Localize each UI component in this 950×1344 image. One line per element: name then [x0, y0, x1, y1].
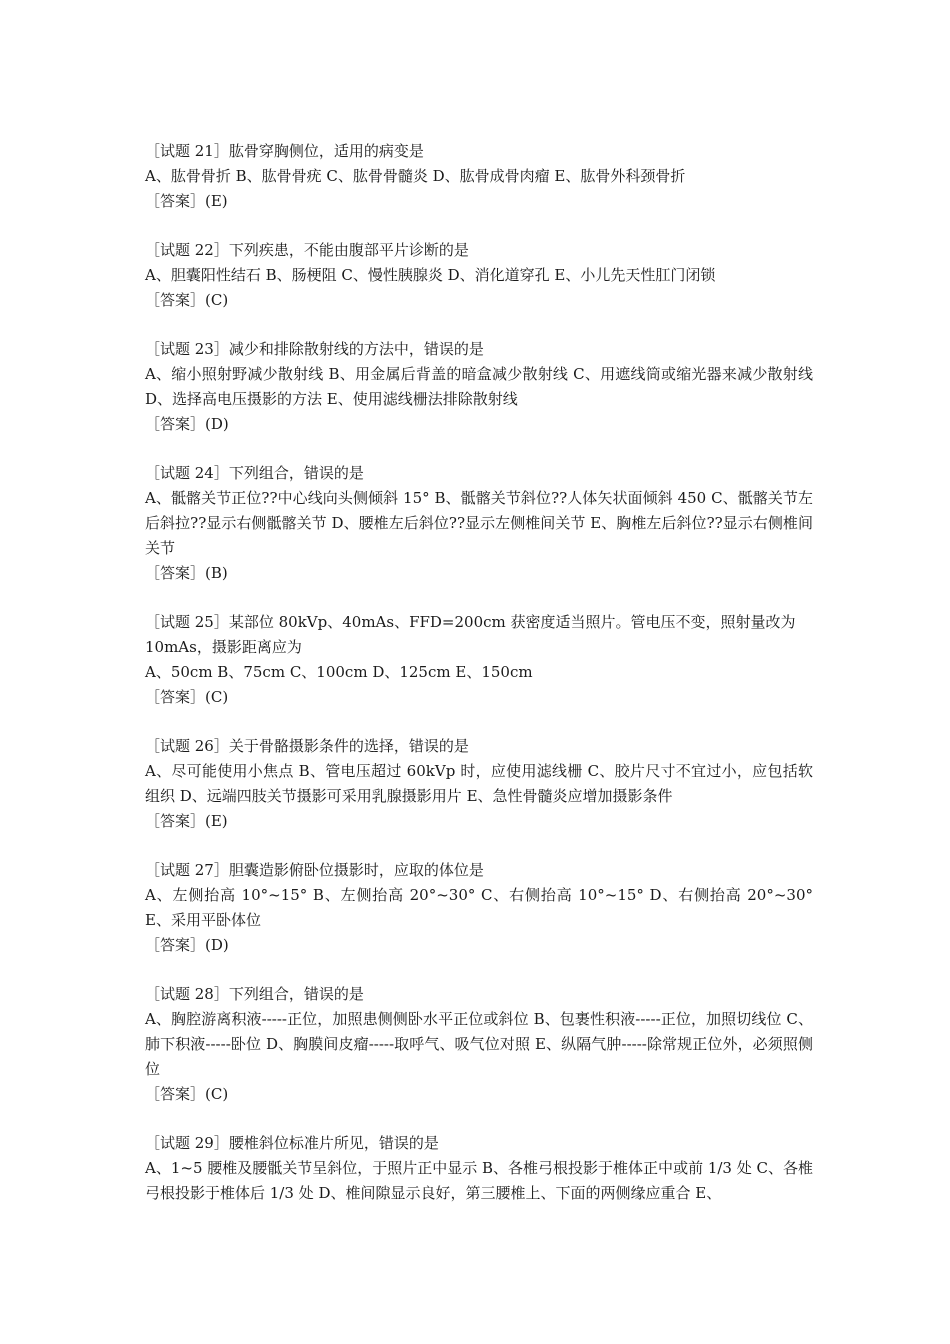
question-title: ［试题 27］胆囊造影俯卧位摄影时，应取的体位是	[145, 861, 484, 879]
question-title: ［试题 24］下列组合，错误的是	[145, 464, 364, 482]
question-options: A、1~5 腰椎及腰骶关节呈斜位，于照片正中显示 B、各椎弓根投影于椎体正中或前 1/3 处 C、各椎弓根投影于椎体后 1/3 处 D、椎间隙显示良好，第三腰椎上、下面的两侧缘应重合 E、	[145, 1159, 813, 1202]
question-answer: ［答案］(D)	[145, 936, 229, 954]
question-options: A、50cm B、75cm C、100cm D、125cm E、150cm	[145, 663, 533, 681]
question-options: A、胸腔游离积液-----正位，加照患侧侧卧水平正位或斜位 B、包裹性积液-----正位，加照切线位 C、肺下积液-----卧位 D、胸膜间皮瘤-----取呼气、吸气位对照 E、纵隔气肿-----除常规正位外，必须照侧位	[145, 1010, 813, 1078]
question-answer: ［答案］(C)	[145, 291, 229, 309]
question-options: A、尽可能使用小焦点 B、管电压超过 60kVp 时，应使用滤线栅 C、胶片尺寸不宜过小，应包括软组织 D、远端四肢关节摄影可采用乳腺摄影用片 E、急性骨髓炎应增加摄影条件	[145, 762, 813, 805]
question-answer: ［答案］(E)	[145, 812, 228, 830]
question-options: A、左侧抬高 10°~15° B、左侧抬高 20°~30° C、右侧抬高 10°~15° D、右侧抬高 20°~30° E、采用平卧体位	[145, 886, 813, 929]
question-options: A、骶髂关节正位??中心线向头侧倾斜 15° B、骶髂关节斜位??人体矢状面倾斜 450 C、骶髂关节左后斜拉??显示右侧骶髂关节 D、腰椎左后斜位??显示左侧椎间关节 E、胸椎左后斜位??显示右侧椎间关节	[145, 489, 813, 557]
question-answer: ［答案］(C)	[145, 1085, 229, 1103]
question-title: ［试题 25］某部位 80kVp、40mAs、FFD=200cm 获密度适当照片。管电压不变，照射量改为 10mAs，摄影距离应为	[145, 613, 796, 656]
question-title: ［试题 21］肱骨穿胸侧位，适用的病变是	[145, 142, 424, 160]
question-28	[145, 982, 813, 1107]
question-title: ［试题 22］下列疾患，不能由腹部平片诊断的是	[145, 241, 469, 259]
question-list	[145, 139, 813, 1230]
question-24	[145, 461, 813, 586]
question-answer: ［答案］(E)	[145, 192, 228, 210]
question-title: ［试题 23］减少和排除散射线的方法中，错误的是	[145, 340, 484, 358]
question-title: ［试题 26］关于骨骼摄影条件的选择，错误的是	[145, 737, 469, 755]
question-title: ［试题 29］腰椎斜位标准片所见，错误的是	[145, 1134, 439, 1152]
question-25	[145, 610, 813, 710]
question-title: ［试题 28］下列组合，错误的是	[145, 985, 364, 1003]
question-answer: ［答案］(C)	[145, 688, 229, 706]
question-22	[145, 238, 813, 313]
question-answer: ［答案］(B)	[145, 564, 228, 582]
question-26	[145, 734, 813, 834]
question-options: A、缩小照射野减少散射线 B、用金属后背盖的暗盒减少散射线 C、用遮线筒或缩光器来减少散射线 D、选择高电压摄影的方法 E、使用滤线栅法排除散射线	[145, 365, 813, 408]
question-options: A、胆囊阳性结石 B、肠梗阻 C、慢性胰腺炎 D、消化道穿孔 E、小儿先天性肛门闭锁	[145, 266, 716, 284]
question-29	[145, 1131, 813, 1206]
question-answer: ［答案］(D)	[145, 415, 229, 433]
question-27	[145, 858, 813, 958]
question-options: A、肱骨骨折 B、肱骨骨疣 C、肱骨骨髓炎 D、肱骨成骨肉瘤 E、肱骨外科颈骨折	[145, 167, 686, 185]
question-23	[145, 337, 813, 437]
question-21	[145, 139, 813, 214]
